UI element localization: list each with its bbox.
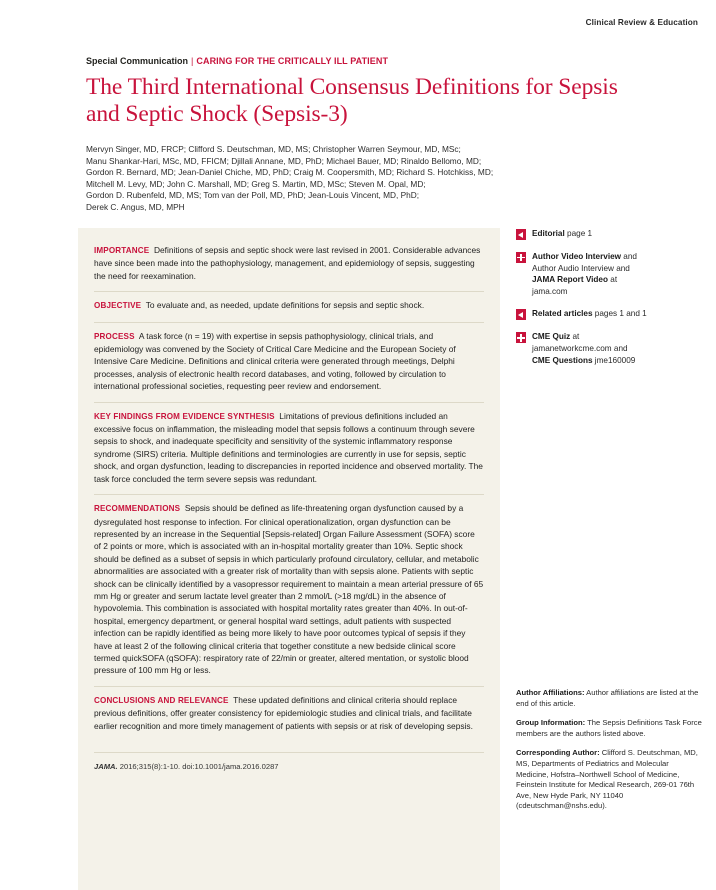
- rail-link-label: Editorial: [532, 229, 565, 238]
- rail-item-text: [532, 331, 635, 366]
- rail-link-label: Author Video Interview: [532, 252, 622, 261]
- abstract-section-process: [94, 322, 484, 402]
- affiliations-block: [516, 688, 702, 821]
- rail-item-editorial[interactable]: [516, 228, 708, 240]
- abstract-section-text: These updated definitions and clinical criteria should replace previous definitions, offer greater consistency for epidemiologic studies and clinical trials, and facilitate earlier recognition and more timely management of patients with sepsis or at risk of developing sepsis.: [94, 694, 473, 731]
- abstract-section-label: OBJECTIVE: [94, 301, 142, 311]
- abstract-section-conclusions: [94, 686, 484, 741]
- abstract-panel: [78, 228, 500, 890]
- corresponding-author-text: Clifford S. Deutschman, MD, MS, Departments of Pediatrics and Molecular Medicine, Hofstra–Northwell School of Medicine, Feinstein Institute for Medical Research, 269-01 76th Ave, New Hyde Park, NY 11040 (cdeutschman@nshs.edu).: [516, 748, 698, 811]
- author-line: Gordon D. Rubenfeld, MD, MS; Tom van der Poll, MD, PhD; Jean-Louis Vincent, MD, PhD;: [86, 190, 420, 201]
- rail-link-label: Related articles: [532, 309, 593, 319]
- rail-item-text: [532, 308, 647, 320]
- rail-link-detail: jme160009: [592, 355, 636, 365]
- rail-item-multimedia[interactable]: [516, 251, 708, 297]
- rail-item-related-articles[interactable]: [516, 308, 708, 320]
- abstract-section-text: To evaluate and, as needed, update definitions for sepsis and septic shock.: [145, 300, 425, 311]
- group-information-text: The Sepsis Definitions Task Force members are the authors listed above.: [516, 718, 702, 738]
- corresponding-author-label: Corresponding Author:: [516, 748, 600, 758]
- author-line: Manu Shankar-Hari, MSc, MD, FFICM; Djillali Annane, MD, PhD; Michael Bauer, MD; Rinaldo Bellomo, MD;: [86, 155, 482, 166]
- abstract-section-text: A task force (n = 19) with expertise in sepsis pathophysiology, clinical trials, and epidemiology was convened by the Society of Critical Care Medicine and the European Society of Intensive Care Medicine. Definitions and clinical criteria were generated through meetings, Delphi processes, analysis of electronic health record databases, and voting, followed by circulation to international professional societies, requesting peer review and endorsement.: [94, 330, 456, 392]
- plus-icon: [516, 252, 526, 263]
- citation-line: [94, 752, 484, 771]
- kicker-type-label: Special Communication: [86, 56, 189, 66]
- rail-link-label: CME Questions: [532, 355, 593, 365]
- rail-link-detail: at: [570, 332, 580, 342]
- article-kicker: [86, 55, 656, 67]
- rail-link-detail: jamanetworkcme.com and: [532, 343, 628, 353]
- running-head: Clinical Review & Education: [585, 18, 698, 27]
- abstract-section-text: Definitions of sepsis and septic shock were last revised in 2001. Considerable advances have since been made into the pathophysiology, management, and epidemiology of sepsis, suggesting the need for reexamination.: [94, 245, 481, 281]
- abstract-section-label: RECOMMENDATIONS: [94, 504, 181, 514]
- rail-link-detail: jama.com: [532, 286, 568, 296]
- author-line: Mitchell M. Levy, MD; John C. Marshall, MD; Greg S. Martin, MD, MSc; Steven M. Opal, MD;: [86, 178, 426, 189]
- abstract-section-label: IMPORTANCE: [94, 246, 150, 255]
- rail-link-label: JAMA Report Video: [532, 275, 608, 285]
- author-affiliations-text: Author affiliations are listed at the end of this article.: [516, 688, 699, 708]
- author-line: Derek C. Angus, MD, MPH: [86, 201, 185, 212]
- abstract-section-text: Limitations of previous definitions included an excessive focus on inflammation, the misleading model that sepsis follows a continuum through severe sepsis to shock, and inadequate specificity and sensitivity of the systemic inflammatory response syndrome (SIRS) criteria. Multiple definitions and terminologies are currently in use for sepsis, septic shock, and organ dysfunction, leading to discrepancies in reported incidence and observed mortality. The task force concluded the term severe sepsis was redundant.: [94, 410, 483, 484]
- rail-link-detail: pages 1 and 1: [592, 309, 647, 319]
- abstract-section-label: PROCESS: [94, 331, 135, 341]
- rail-link-detail: Author Audio Interview and: [532, 263, 630, 273]
- rail-item-text: [532, 251, 637, 297]
- kicker-separator: |: [191, 56, 194, 66]
- page-title: The Third International Consensus Definitions for Sepsis and Septic Shock (Sepsis-3): [86, 74, 618, 127]
- rail-link-detail: page 1: [564, 229, 593, 238]
- rail-link-label: CME Quiz: [532, 332, 571, 342]
- kicker-category-label: CARING FOR THE CRITICALLY ILL PATIENT: [196, 56, 389, 66]
- group-information-label: Group Information:: [516, 718, 586, 728]
- article-header: [86, 55, 656, 214]
- rail-item-cme-quiz[interactable]: [516, 331, 708, 366]
- rail-item-text: [532, 228, 592, 240]
- arrow-right-icon: [516, 229, 526, 240]
- corresponding-author: [516, 748, 702, 812]
- abstract-section-key-findings: [94, 402, 484, 494]
- abstract-section-importance: [94, 242, 484, 291]
- citation-journal: JAMA.: [94, 762, 118, 771]
- abstract-section-label: KEY FINDINGS FROM EVIDENCE SYNTHESIS: [94, 411, 275, 421]
- arrow-right-icon: [516, 309, 526, 320]
- abstract-section-text: Sepsis should be defined as life-threatening organ dysfunction caused by a dysregulated host response to infection. For clinical operationalization, organ dysfunction can be represented by an increase in the Sequential [Sepsis-related] Organ Failure Assessment (SOFA) score of 2 points or more, which is associated with an in-hospital mortality greater than 10%. Septic shock should be defined as a subset of sepsis in which particularly profound circulatory, cellular, and metabolic abnormalities are associated with a greater risk of mortality than with sepsis alone. Patients with septic shock can be clinically identified by a vasopressor requirement to maintain a mean arterial pressure of 65 mm Hg or greater and serum lactate level greater than 2 mmol/L (>18 mg/dL) in the absence of hypovolemia. This combination is associated with hospital mortality rates greater than 40%. In out-of-hospital, emergency department, or general hospital ward settings, adult patients with suspected infection can be rapidly identified as being more likely to have poor outcomes typical of sepsis if they have at least 2 of the following clinical criteria that together constitute a new bedside clinical score termed quickSOFA (qSOFA): respiratory rate of 22/min or greater, altered mentation, or systolic blood pressure of 100 mm Hg or less.: [94, 503, 484, 676]
- rail-link-detail: at: [607, 275, 618, 285]
- abstract-section-recommendations: [94, 494, 484, 686]
- abstract-section-objective: [94, 291, 484, 321]
- citation-detail: 2016;315(8):1-10. doi:10.1001/jama.2016.0287: [119, 762, 279, 771]
- abstract-section-label: CONCLUSIONS AND RELEVANCE: [94, 695, 229, 705]
- related-links-rail: [516, 228, 708, 377]
- author-line: Gordon R. Bernard, MD; Jean-Daniel Chiche, MD, PhD; Craig M. Coopersmith, MD; Richard S. Hotchkiss, MD;: [86, 167, 494, 178]
- author-list: [86, 144, 586, 214]
- plus-icon: [516, 332, 526, 343]
- rail-link-detail: and: [621, 252, 637, 261]
- group-information: [516, 718, 702, 739]
- author-line: Mervyn Singer, MD, FRCP; Clifford S. Deutschman, MD, MS; Christopher Warren Seymour, MD, MSc;: [86, 144, 461, 154]
- author-affiliations-label: Author Affiliations:: [516, 688, 585, 697]
- author-affiliations: [516, 688, 702, 709]
